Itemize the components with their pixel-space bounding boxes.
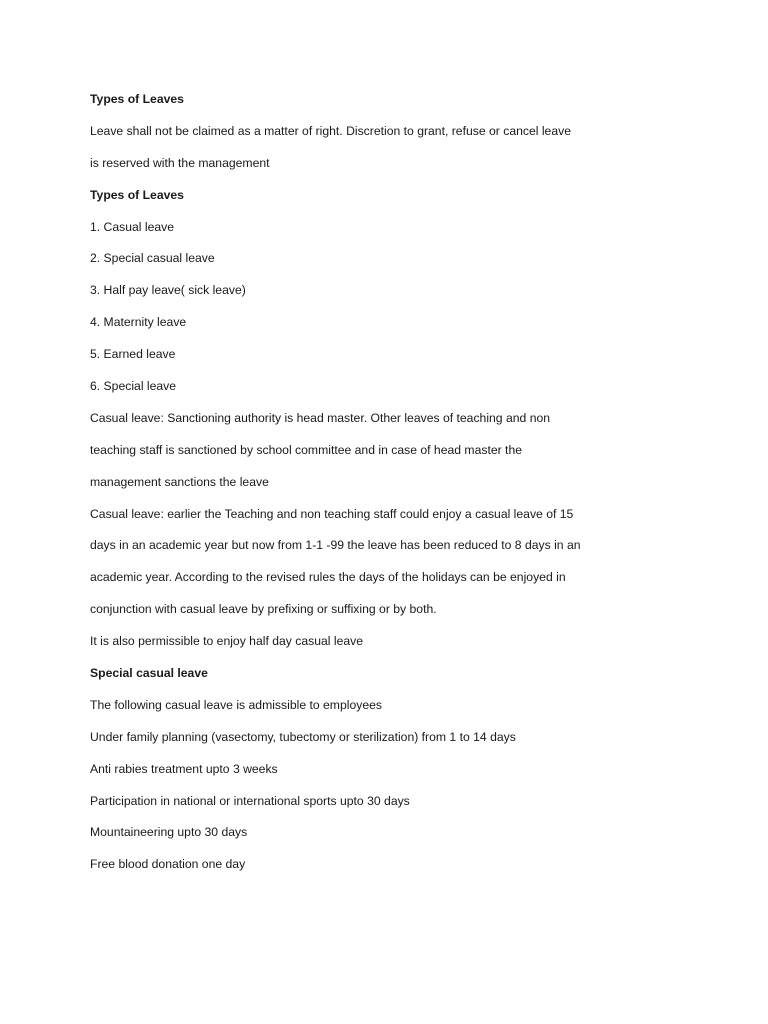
leave-type-item: 4. Maternity leave bbox=[90, 315, 187, 330]
special-leave-item: Free blood donation one day bbox=[90, 857, 246, 872]
half-day-note: It is also permissible to enjoy half day casual leave bbox=[90, 634, 364, 649]
casual-leave-rules-line: conjunction with casual leave by prefixing or suffixing or by both. bbox=[90, 602, 437, 617]
special-leave-intro: The following casual leave is admissible to employees bbox=[90, 697, 382, 712]
casual-leave-rules-line: academic year. According to the revised rules the days of the holidays can be enjoyed in bbox=[90, 570, 566, 585]
special-leave-item: Participation in national or international sports upto 30 days bbox=[90, 793, 410, 808]
special-leave-item: Anti rabies treatment upto 3 weeks bbox=[90, 761, 278, 776]
intro-text-line: is reserved with the management bbox=[90, 155, 270, 170]
casual-leave-paragraph-line: Casual leave: Sanctioning authority is head master. Other leaves of teaching and non bbox=[90, 410, 551, 425]
special-casual-leave-heading: Special casual leave bbox=[90, 666, 208, 681]
leave-type-item: 5. Earned leave bbox=[90, 347, 176, 362]
leave-type-item: 1. Casual leave bbox=[90, 219, 175, 234]
document-body bbox=[90, 89, 730, 886]
special-leave-item: Mountaineering upto 30 days bbox=[90, 825, 248, 840]
leave-type-item: 3. Half pay leave( sick leave) bbox=[90, 283, 246, 298]
special-leave-item: Under family planning (vasectomy, tubectomy or sterilization) from 1 to 14 days bbox=[90, 729, 516, 744]
intro-text-line: Leave shall not be claimed as a matter of right. Discretion to grant, refuse or cancel leave bbox=[90, 123, 571, 138]
types-heading: Types of Leaves bbox=[90, 187, 184, 202]
casual-leave-rules-line: days in an academic year but now from 1-1 -99 the leave has been reduced to 8 days in an bbox=[90, 538, 581, 553]
document-title: Types of Leaves bbox=[90, 92, 184, 106]
leave-type-item: 6. Special leave bbox=[90, 379, 177, 394]
casual-leave-paragraph-line: management sanctions the leave bbox=[90, 474, 269, 489]
casual-leave-paragraph-line: teaching staff is sanctioned by school committee and in case of head master the bbox=[90, 442, 523, 457]
casual-leave-rules-line: Casual leave: earlier the Teaching and non teaching staff could enjoy a casual leave of 15 bbox=[90, 506, 574, 521]
leave-type-item: 2. Special casual leave bbox=[90, 251, 215, 266]
